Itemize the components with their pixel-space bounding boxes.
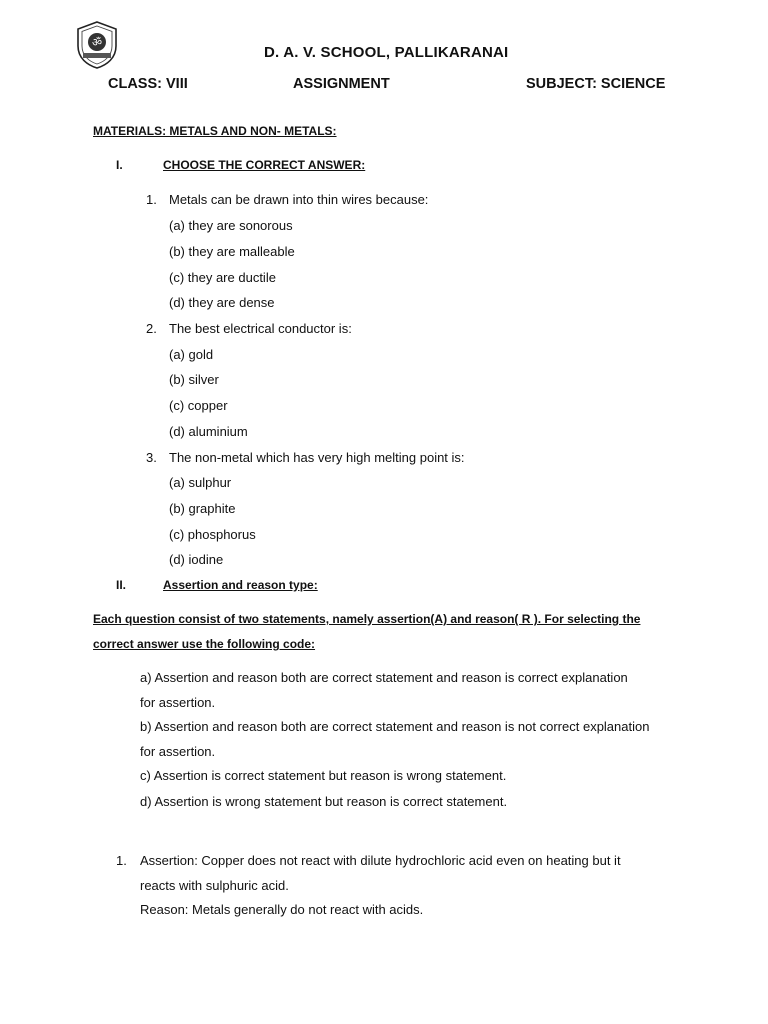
option: (c) they are ductile: [169, 270, 276, 285]
section-title: Assertion and reason type:: [163, 578, 318, 592]
svg-text:ॐ: ॐ: [91, 36, 103, 49]
option: (a) gold: [169, 347, 214, 362]
section-numeral: II.: [116, 578, 127, 592]
instruction-line: Each question consist of two statements, namely assertion(A) and reason( R ). For selecting the: [93, 612, 641, 626]
school-emblem-icon: [74, 20, 120, 70]
option: (a) they are sonorous: [169, 218, 293, 233]
subject-label: SUBJECT: SCIENCE: [526, 76, 666, 92]
assignment-label: ASSIGNMENT: [293, 76, 390, 92]
question-text: The best electrical conductor is:: [169, 321, 352, 336]
option: (c) phosphorus: [169, 527, 256, 542]
question-text: The non-metal which has very high melting point is:: [169, 450, 465, 465]
assertion-text: Assertion: Copper does not react with dilute hydrochloric acid even on heating but it: [140, 853, 621, 868]
item-number: 1.: [116, 853, 127, 868]
topic-heading: MATERIALS: METALS AND NON- METALS:: [93, 124, 337, 138]
section-title: CHOOSE THE CORRECT ANSWER:: [163, 158, 366, 172]
question-number: 1.: [146, 192, 157, 207]
option: (b) graphite: [169, 501, 236, 516]
answer-code: c) Assertion is correct statement but reason is wrong statement.: [140, 768, 507, 783]
reason-text: Reason: Metals generally do not react with acids.: [140, 902, 424, 917]
school-name: D. A. V. SCHOOL, PALLIKARANAI: [264, 44, 509, 61]
answer-code: b) Assertion and reason both are correct statement and reason is not correct explanation: [140, 719, 650, 734]
assertion-text: reacts with sulphuric acid.: [140, 878, 289, 893]
answer-code: for assertion.: [140, 695, 216, 710]
question-text: Metals can be drawn into thin wires because:: [169, 192, 429, 207]
option: (d) they are dense: [169, 295, 275, 310]
option: (d) aluminium: [169, 424, 248, 439]
option: (b) silver: [169, 372, 219, 387]
option: (b) they are malleable: [169, 244, 295, 259]
instruction-line: correct answer use the following code:: [93, 637, 316, 651]
option: (d) iodine: [169, 552, 224, 567]
answer-code: d) Assertion is wrong statement but reason is correct statement.: [140, 794, 508, 809]
option: (c) copper: [169, 398, 228, 413]
class-label: CLASS: VIII: [108, 76, 188, 92]
section-numeral: I.: [116, 158, 123, 172]
answer-code: for assertion.: [140, 744, 216, 759]
option: (a) sulphur: [169, 475, 232, 490]
answer-code: a) Assertion and reason both are correct statement and reason is correct explanation: [140, 670, 628, 685]
question-number: 2.: [146, 321, 157, 336]
question-number: 3.: [146, 450, 157, 465]
